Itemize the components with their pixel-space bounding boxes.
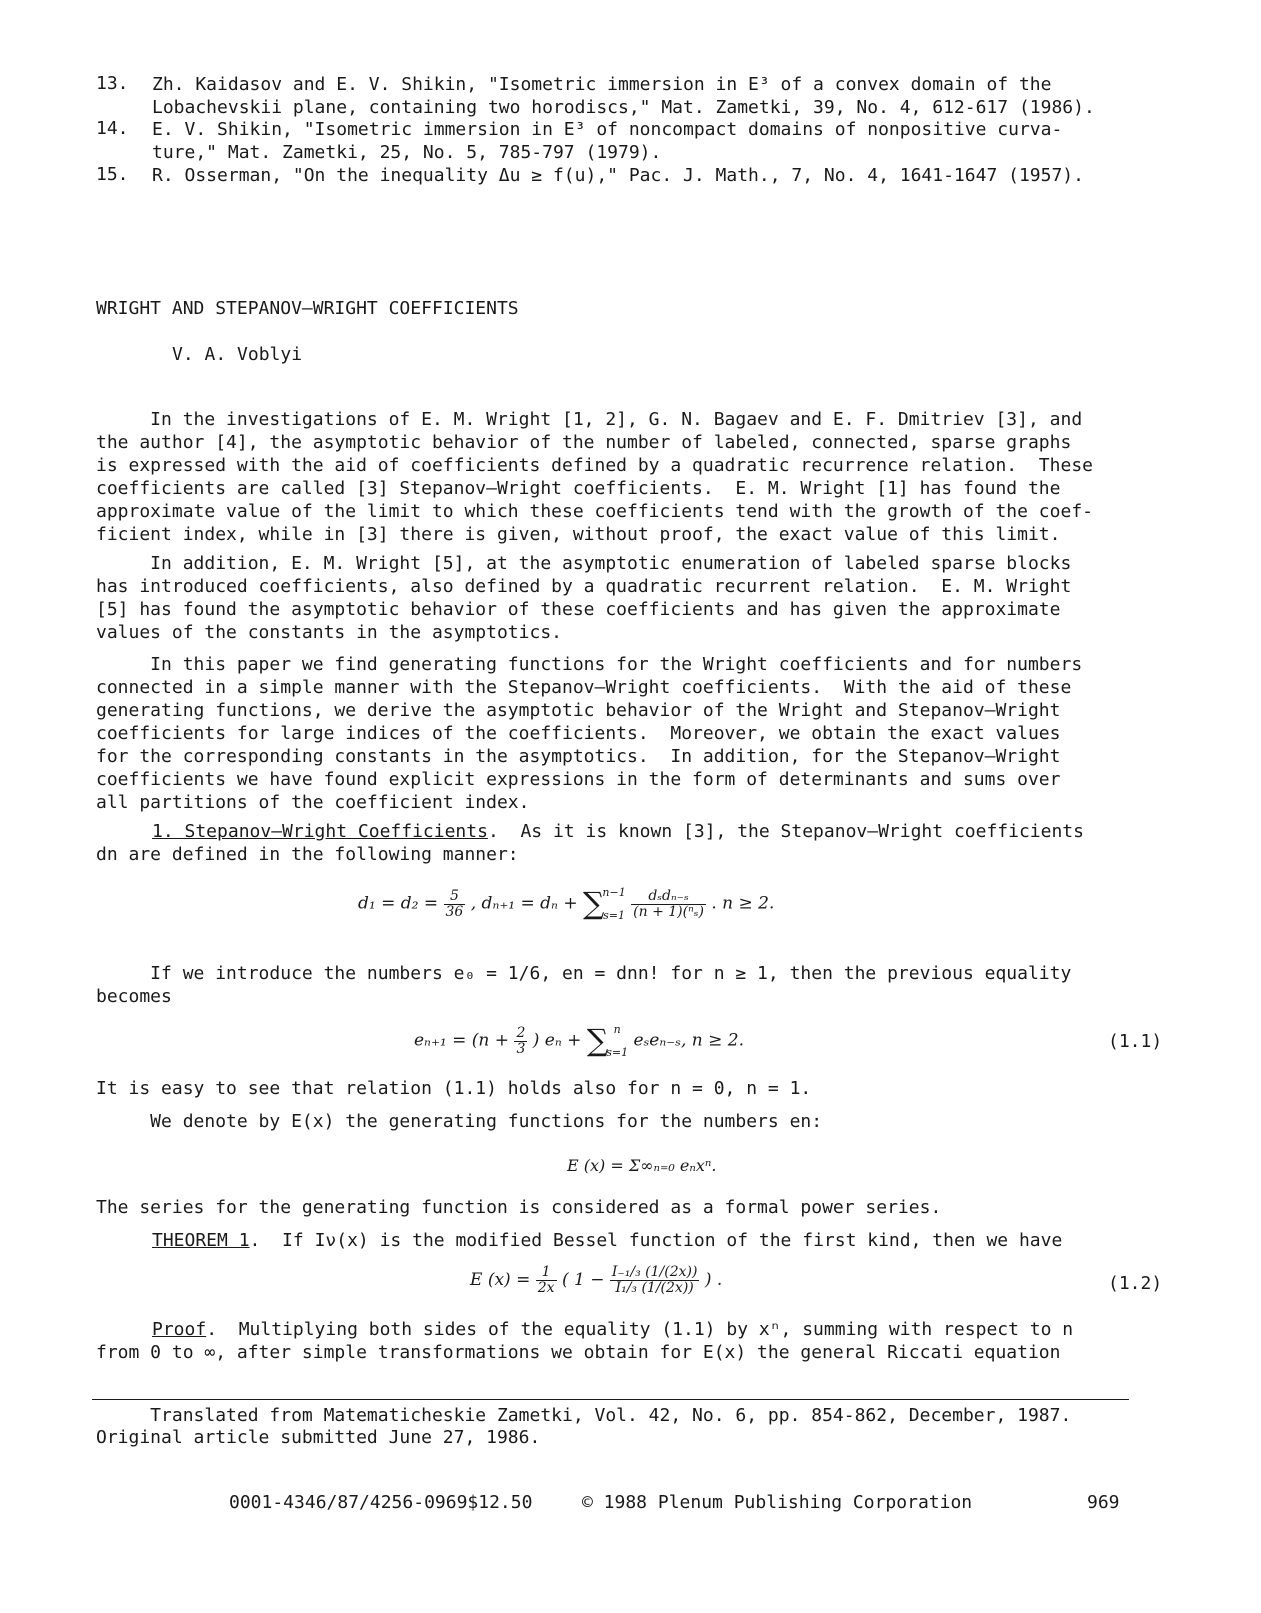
section-1-heading: 1. Stepanov—Wright Coefficients xyxy=(152,821,488,842)
p3-line: for the corresponding constants in the asymptotics. In addition, for the Stepanov—Wright xyxy=(96,746,1061,767)
eq-1-2-lhs: E (x) = xyxy=(470,1270,531,1290)
eq-1-2-ratio-num: I₋₁/₃ (1/(2x)) xyxy=(611,1264,698,1280)
sum-symbol: ∑ xyxy=(583,886,605,922)
page-number: 969 xyxy=(1087,1492,1120,1513)
p3-line: all partitions of the coefficient index. xyxy=(96,792,530,813)
ref-13-line1: Zh. Kaidasov and E. V. Shikin, "Isometric immersion in E³ of a convex domain of the xyxy=(152,74,1052,95)
denote-line: We denote by E(x) the generating functions for the numbers en: xyxy=(96,1111,823,1132)
eq-d-fraction xyxy=(444,889,466,920)
ref-15-number: 15. xyxy=(96,164,129,185)
eq-1-2-tail: ) . xyxy=(704,1270,723,1290)
p3-line: coefficients for large indices of the coefficients. Moreover, we obtain the exact values xyxy=(96,723,1061,744)
sum-symbol: ∑ xyxy=(586,1023,609,1059)
eq-1-2-frac-den: 2x xyxy=(537,1280,555,1296)
footnote-divider xyxy=(92,1399,1129,1400)
section-1-line xyxy=(152,820,1084,843)
ref-13-number: 13. xyxy=(96,73,129,94)
intro-e-line2: becomes xyxy=(96,986,172,1007)
eq-d-sum-limits xyxy=(602,885,625,923)
eq-1-1-frac-den: 3 xyxy=(516,1040,526,1057)
p3-line: connected in a simple manner with the Stepanov—Wright coefficients. With the aid of these xyxy=(96,677,1072,698)
p1-line: In the investigations of E. M. Wright [1, 2], G. N. Bagaev and E. F. Dmitriev [3], and xyxy=(96,409,1083,430)
eq-1-1-mid: ) eₙ + xyxy=(532,1030,582,1051)
equation-1-2-label: (1.2) xyxy=(1108,1273,1163,1294)
eq-1-1-sum-bottom: s=1 xyxy=(606,1046,629,1059)
p1-line: coefficients are called [3] Stepanov—Wright coefficients. E. M. Wright [1] has found the xyxy=(96,478,1061,499)
proof-line2: from 0 to ∞, after simple transformations we obtain for E(x) the general Riccati equation xyxy=(96,1342,1061,1363)
footer-code: 0001-4346/87/4256-0969$12.50 xyxy=(229,1492,533,1513)
footnote-line2: Original article submitted June 27, 1986. xyxy=(96,1427,541,1448)
eq-1-1-sum-limits xyxy=(606,1022,628,1060)
eq-1-1-frac-num: 2 xyxy=(516,1024,526,1041)
eq-1-2-mid: ( 1 − xyxy=(561,1270,605,1290)
theorem-1-label: THEOREM 1 xyxy=(152,1230,250,1251)
ref-14-line1: E. V. Shikin, "Isometric immersion in E³ of noncompact domains of nonpositive curva- xyxy=(152,119,1063,140)
ref-13-line2: Lobachevskii plane, containing two horodiscs," Mat. Zametki, 39, No. 4, 612-617 (1986). xyxy=(152,97,1095,118)
proof-label: Proof xyxy=(152,1319,207,1340)
eq-d-mid: , dₙ₊₁ = dₙ + xyxy=(470,893,578,914)
p3-line: coefficients we have found explicit expressions in the form of determinants and sums over xyxy=(96,769,1061,790)
eq-1-1-lhs: eₙ₊₁ = (n + xyxy=(414,1030,510,1051)
article-author: V. A. Voblyi xyxy=(172,344,303,365)
eq-1-2-ratio xyxy=(610,1265,700,1296)
proof-text: . Multiplying both sides of the equality (1.1) by xⁿ, summing with respect to n xyxy=(206,1319,1074,1340)
intro-e-line1: If we introduce the numbers e₀ = 1/6, en = dnn! for n ≥ 1, then the previous equality xyxy=(96,963,1072,984)
equation-d-recurrence xyxy=(358,885,774,923)
p2-line: values of the constants in the asymptotics. xyxy=(96,622,562,643)
eq-1-2-ratio-den: I₁/₃ (1/(2x)) xyxy=(615,1280,694,1296)
eq-d-term xyxy=(631,889,706,920)
p2-line: has introduced coefficients, also defined by a quadratic recurrent relation. E. M. Wright xyxy=(96,576,1072,597)
eq-d-sum-top: n−1 xyxy=(602,886,626,899)
p1-line: ficient index, while in [3] there is given, without proof, the exact value of this limit. xyxy=(96,524,1061,545)
easy-line: It is easy to see that relation (1.1) holds also for n = 0, n = 1. xyxy=(96,1078,812,1099)
equation-generating-function: E (x) = Σ∞ₙ₌₀ eₙxⁿ. xyxy=(567,1156,717,1175)
eq-1-1-fraction xyxy=(514,1026,527,1057)
eq-d-frac-num: 5 xyxy=(444,889,466,905)
p3-line: In this paper we find generating functions for the Wright coefficients and for numbers xyxy=(96,654,1083,675)
proof-line1 xyxy=(152,1318,1073,1341)
ref-14-line2: ture," Mat. Zametki, 25, No. 5, 785-797 (1979). xyxy=(152,142,662,163)
p2-line: [5] has found the asymptotic behavior of these coefficients and has given the approximate xyxy=(96,599,1061,620)
paragraph-1 xyxy=(96,408,1093,546)
p2-line: In addition, E. M. Wright [5], at the asymptotic enumeration of labeled sparse blocks xyxy=(96,553,1072,574)
eq-d-tail: . n ≥ 2. xyxy=(711,893,775,914)
eq-1-2-frac-num: 1 xyxy=(536,1265,557,1281)
eq-1-2-fraction xyxy=(536,1265,557,1296)
footnote-line1: Translated from Matematicheskie Zametki, Vol. 42, No. 6, pp. 854-862, December, 1987. xyxy=(96,1405,1072,1426)
paragraph-3 xyxy=(96,653,1082,814)
p1-line: the author [4], the asymptotic behavior of the number of labeled, connected, sparse graphs xyxy=(96,432,1072,453)
p1-line: is expressed with the aid of coefficients defined by a quadratic recurrence relation. These xyxy=(96,455,1093,476)
eq-d-sum-bottom: s=1 xyxy=(603,909,626,922)
section-1-text: . As it is known [3], the Stepanov—Wright coefficients xyxy=(487,821,1084,842)
section-1-line2: dn are defined in the following manner: xyxy=(96,844,519,865)
eq-d-lhs: d₁ = d₂ = xyxy=(358,893,439,914)
p1-line: approximate value of the limit to which these coefficients tend with the growth of the coef- xyxy=(96,501,1093,522)
eq-d-frac-den: 36 xyxy=(445,903,464,920)
eq-d-term-den: (n + 1)(ⁿₛ) xyxy=(633,903,704,920)
ref-14-number: 14. xyxy=(96,118,129,139)
theorem-1-text: . If Iν(x) is the modified Bessel function of the first kind, then we have xyxy=(249,1230,1063,1251)
equation-1-1-label: (1.1) xyxy=(1108,1031,1163,1052)
footer-copyright: © 1988 Plenum Publishing Corporation xyxy=(582,1492,973,1513)
ref-15-line1: R. Osserman, "On the inequality Δu ≥ f(u)," Pac. J. Math., 7, No. 4, 1641-1647 (1957). xyxy=(152,165,1084,186)
equation-1-1 xyxy=(414,1022,744,1060)
eq-1-1-tail: eₛeₙ₋ₛ, n ≥ 2. xyxy=(633,1030,744,1051)
series-line: The series for the generating function is considered as a formal power series. xyxy=(96,1197,942,1218)
p3-line: generating functions, we derive the asymptotic behavior of the Wright and Stepanov—Wright xyxy=(96,700,1061,721)
equation-1-2 xyxy=(470,1265,722,1296)
article-title: WRIGHT AND STEPANOV—WRIGHT COEFFICIENTS xyxy=(96,298,519,319)
eq-1-1-sum-top: n xyxy=(613,1023,621,1036)
eq-d-term-num: dₛdₙ₋ₛ xyxy=(631,889,706,905)
paragraph-2 xyxy=(96,552,1071,644)
theorem-1-line xyxy=(152,1229,1062,1252)
